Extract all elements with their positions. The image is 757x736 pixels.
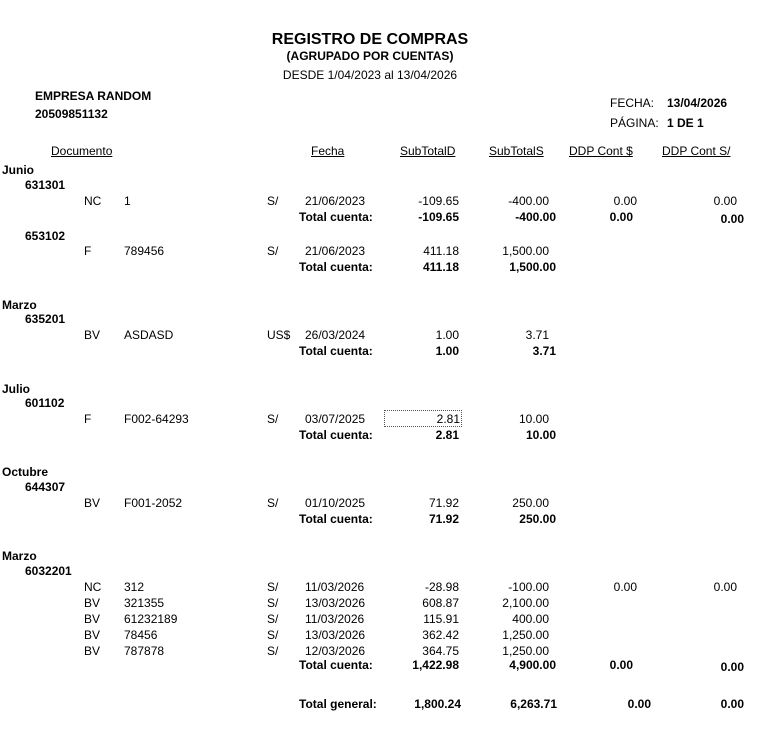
row-subtotal-s: 2,100.00 [502,596,549,610]
row-subtotal-s: 10.00 [518,412,549,426]
report-subtitle: (AGRUPADO POR CUENTAS) [286,49,454,63]
total-general-label: Total general: [299,697,377,711]
pagina-label: PÁGINA: [610,116,659,130]
row-fecha: 13/03/2026 [305,596,366,610]
row-numero: 61232189 [124,612,178,626]
row-subtotal-d: -28.98 [424,580,459,594]
pagina-value: 1 DE 1 [667,116,704,130]
row-numero: ASDASD [124,328,174,342]
row-moneda: S/ [267,244,279,258]
total-ddp-usd: 0.00 [609,658,633,672]
col-header-fecha: Fecha [311,144,345,158]
row-ddp-usd: 0.00 [613,194,637,208]
row-tipo: NC [84,194,102,208]
total-ddp-pen: 0.00 [720,212,744,226]
row-tipo: BV [84,496,101,510]
row-ddp-pen: 0.00 [713,580,737,594]
grand-total-subtotal-d: 1,800.24 [414,697,461,711]
total-subtotal-d: 1,422.98 [412,658,459,672]
row-fecha: 11/03/2026 [305,612,365,626]
total-cuenta-label: Total cuenta: [299,428,373,442]
total-subtotal-s: 250.00 [519,512,556,526]
row-tipo: NC [84,580,102,594]
total-subtotal-s: -400.00 [515,210,556,224]
total-subtotal-d: 1.00 [435,344,459,358]
row-moneda: S/ [267,628,279,642]
row-moneda: S/ [267,596,279,610]
row-tipo: BV [84,596,101,610]
group-month: Julio [2,382,31,396]
account-code: 631301 [25,178,66,192]
total-ddp-usd: 0.00 [609,210,633,224]
row-subtotal-d-selected[interactable]: 2.81 [386,412,460,425]
fecha-value: 13/04/2026 [667,96,728,110]
account-code: 6032201 [25,564,72,578]
row-moneda: S/ [267,644,279,658]
total-subtotal-d: 2.81 [435,428,459,442]
total-subtotal-s: 4,900.00 [509,658,556,672]
row-moneda: US$ [267,328,291,342]
col-header-documento: Documento [51,144,113,158]
row-subtotal-d: 362.42 [422,628,459,642]
row-numero: 78456 [124,628,158,642]
row-tipo: BV [84,328,101,342]
company-name: EMPRESA RANDOM [35,89,152,103]
col-header-subtotal-d: SubTotalD [400,144,456,158]
row-moneda: S/ [267,194,279,208]
group-month: Marzo [2,549,37,563]
group-month: Octubre [2,465,49,479]
row-tipo: BV [84,644,101,658]
row-numero: 1 [124,194,131,208]
total-cuenta-label: Total cuenta: [299,512,373,526]
row-fecha: 12/03/2026 [305,644,366,658]
total-cuenta-label: Total cuenta: [299,260,373,274]
account-code: 635201 [25,312,66,326]
row-subtotal-d: 364.75 [422,644,459,658]
col-header-subtotal-s: SubTotalS [489,144,544,158]
total-ddp-pen: 0.00 [720,660,744,674]
total-subtotal-d: -109.65 [418,210,459,224]
row-subtotal-s: 1,500.00 [502,244,549,258]
row-ddp-pen: 0.00 [713,194,737,208]
row-fecha: 01/10/2025 [305,496,366,510]
account-code: 644307 [25,480,66,494]
row-subtotal-s: 1,250.00 [502,644,549,658]
total-cuenta-label: Total cuenta: [299,658,373,672]
row-subtotal-d: -109.65 [418,194,459,208]
row-subtotal-d: 115.91 [423,612,459,626]
total-subtotal-d: 411.18 [422,260,459,274]
total-cuenta-label: Total cuenta: [299,344,373,358]
row-numero: 321355 [124,596,165,610]
row-numero: F001-2052 [124,496,183,510]
row-tipo: F [84,244,92,258]
row-subtotal-d: 608.87 [422,596,459,610]
row-tipo: BV [84,612,101,626]
row-numero: 312 [124,580,145,594]
total-subtotal-s: 10.00 [525,428,556,442]
total-subtotal-s: 1,500.00 [509,260,556,274]
row-subtotal-s: 400.00 [512,612,549,626]
grand-total-ddp-pen: 0.00 [720,697,744,711]
row-moneda: S/ [267,496,279,510]
report-title: REGISTRO DE COMPRAS [271,31,469,48]
row-ddp-usd: 0.00 [613,580,637,594]
row-numero: F002-64293 [124,412,189,426]
total-subtotal-d: 71.92 [428,512,459,526]
row-subtotal-d: 411.18 [423,244,459,258]
company-ruc: 20509851132 [35,107,108,121]
col-header-ddp-pen: DDP Cont S/ [662,144,731,158]
row-numero: 787878 [124,644,165,658]
col-header-ddp-usd: DDP Cont $ [569,144,633,158]
row-subtotal-s: -100.00 [508,580,549,594]
row-subtotal-s: 250.00 [512,496,549,510]
account-code: 601102 [25,396,65,410]
row-subtotal-d: 71.92 [428,496,459,510]
row-tipo: F [84,412,92,426]
row-moneda: S/ [267,580,279,594]
row-fecha: 26/03/2024 [305,328,366,342]
row-fecha: 21/06/2023 [305,244,366,258]
row-subtotal-s: -400.00 [508,194,549,208]
row-fecha: 03/07/2025 [305,412,366,426]
account-code: 653102 [25,229,66,243]
group-month: Marzo [2,298,37,312]
group-month: Junio [2,163,34,177]
total-subtotal-s: 3.71 [532,344,556,358]
row-fecha: 11/03/2026 [305,580,365,594]
row-tipo: BV [84,628,101,642]
row-subtotal-s: 3.71 [525,328,549,342]
total-cuenta-label: Total cuenta: [299,210,373,224]
row-subtotal-s: 1,250.00 [502,628,549,642]
grand-total-subtotal-s: 6,263.71 [510,697,557,711]
row-numero: 789456 [124,244,165,258]
report-date-range: DESDE 1/04/2023 al 13/04/2026 [282,68,458,82]
row-moneda: S/ [267,612,279,626]
row-subtotal-d: 1.00 [435,328,459,342]
fecha-label: FECHA: [610,96,655,110]
row-fecha: 13/03/2026 [305,628,366,642]
row-fecha: 21/06/2023 [305,194,366,208]
grand-total-ddp-usd: 0.00 [627,697,651,711]
row-moneda: S/ [267,412,279,426]
